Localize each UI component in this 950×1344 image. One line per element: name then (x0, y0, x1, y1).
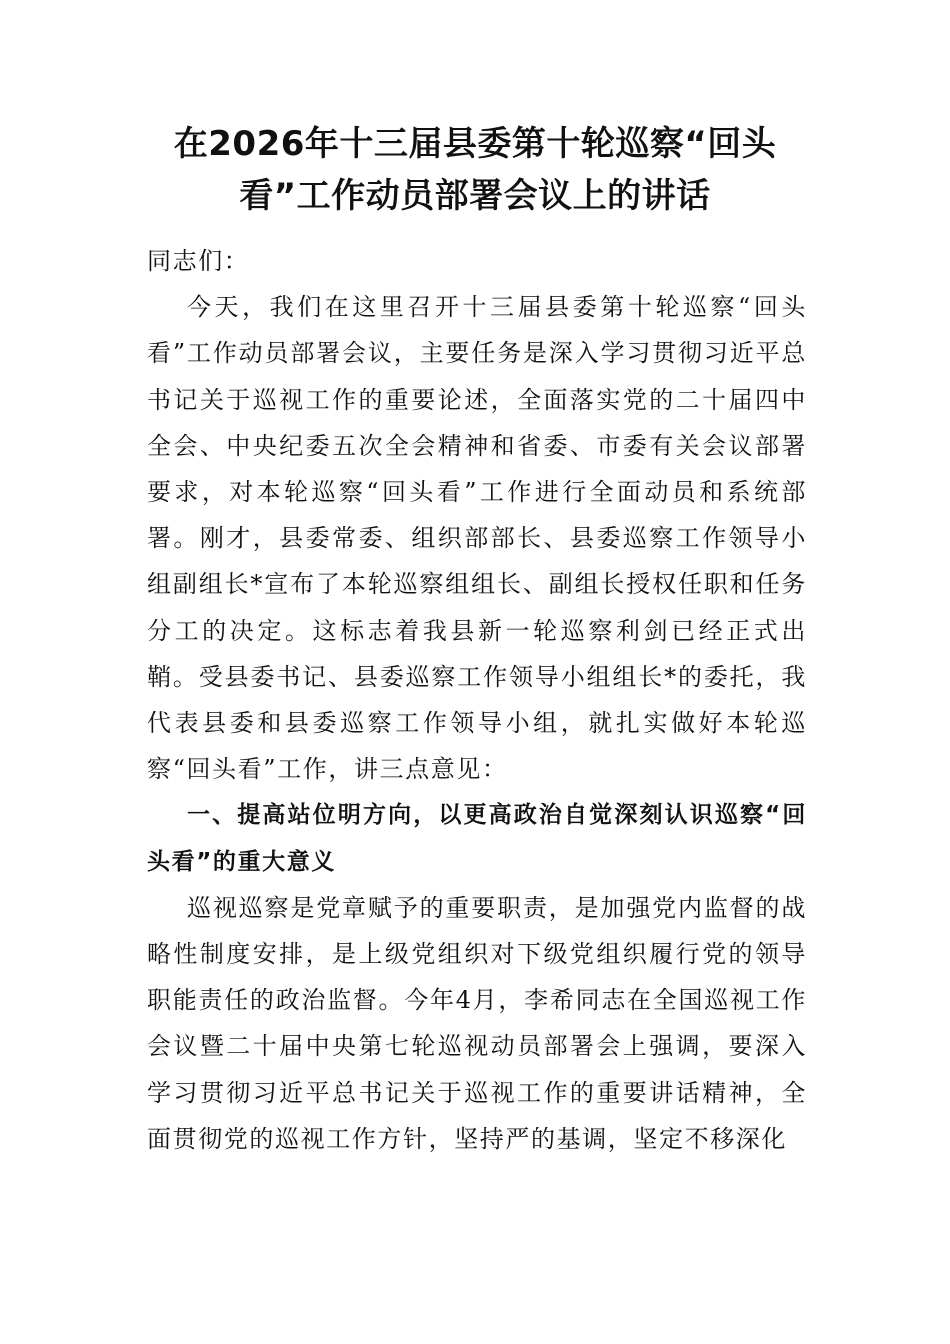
document-body (147, 238, 807, 1162)
salutation: 同志们： (147, 247, 250, 275)
section-heading-1: 一、提高站位明方向，以更高政治自觉深刻认识巡察“回头看”的重大意义 (147, 802, 807, 875)
paragraph-section-1: 巡视巡察是党章赋予的重要职责，是加强党内监督的战略性制度安排，是上级党组织对下级党组织履行党的领导职能责任的政治监督。今年4月，李希同志在全国巡视工作会议暨二十届中央第七轮巡视动员部署会上强调，要深入学习贯彻习近平总书记关于巡视工作的重要讲话精神，全面贯彻党的巡视工作方针，坚持严的基调，坚定不移深化 (147, 893, 807, 1153)
paragraph-opening: 今天，我们在这里召开十三届县委第十轮巡察“回头看”工作动员部署会议，主要任务是深入学习贯彻习近平总书记关于巡视工作的重要论述，全面落实党的二十届四中全会、中央纪委五次全会精神和省委、市委有关会议部署要求，对本轮巡察“回头看”工作进行全面动员和系统部署。刚才，县委常委、组织部部长、县委巡察工作领导小组副组长*宣布了本轮巡察组组长、副组长授权任职和任务分工的决定。这标志着我县新一轮巡察利剑已经正式出鞘。受县委书记、县委巡察工作领导小组组长*的委托，我代表县委和县委巡察工作领导小组，就扎实做好本轮巡察“回头看”工作，讲三点意见： (147, 293, 807, 784)
document-title: 在2026年十三届县委第十轮巡察“回头看”工作动员部署会议上的讲话 (173, 124, 777, 216)
